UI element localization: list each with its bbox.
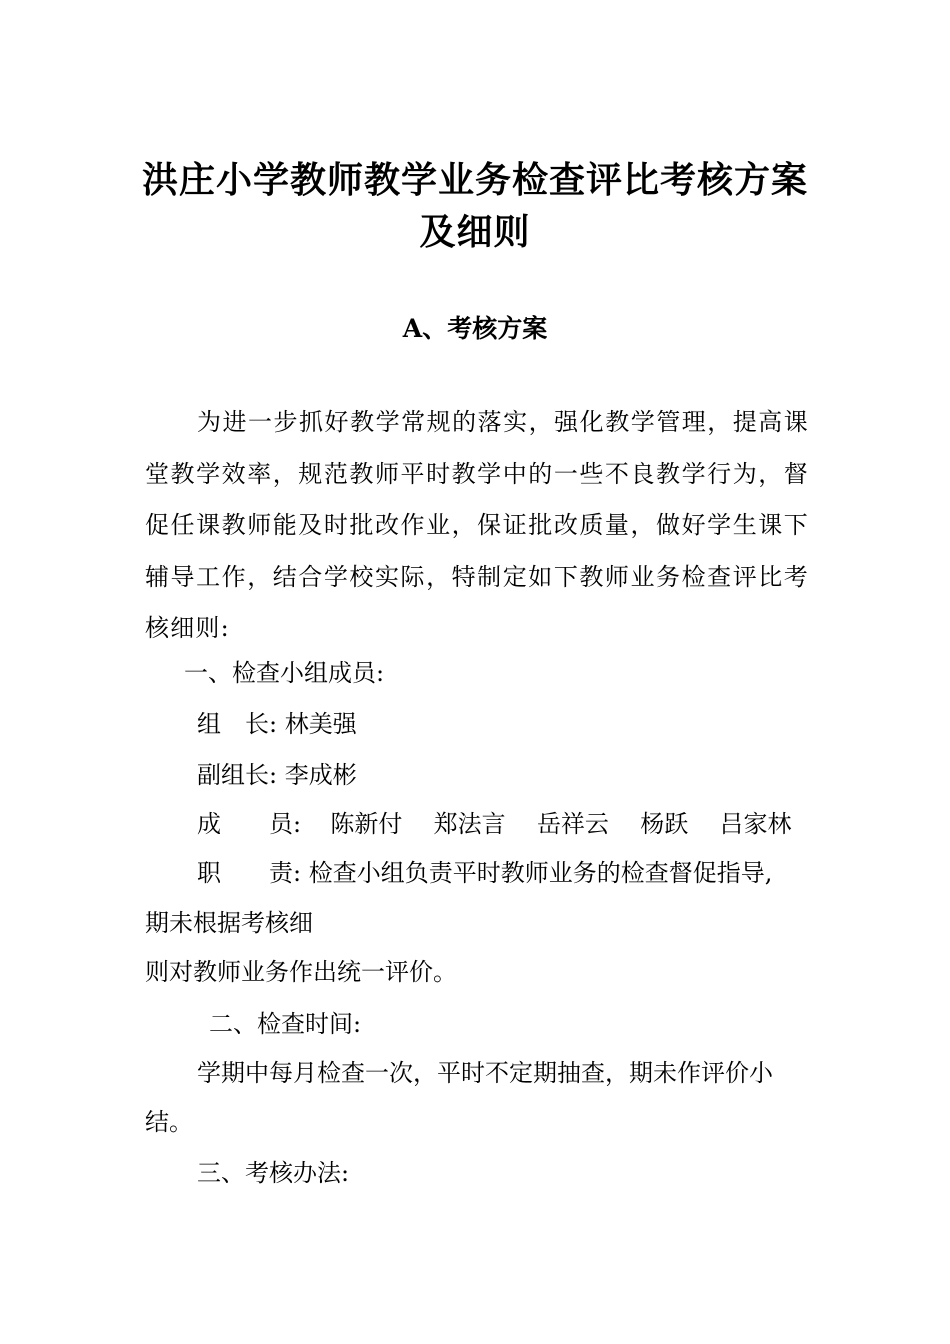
duty-text: 检查小组负责平时教师业务的检查督促指导, (308, 859, 773, 887)
leader-name: 林美强 (284, 710, 357, 738)
member-name: 吕家林 (719, 810, 792, 838)
members-label: 成 员: (197, 810, 302, 838)
heading-assessment-method: 三、考核办法: (197, 1159, 350, 1187)
duty-label: 职 责: (197, 859, 302, 887)
member-name: 杨跃 (640, 810, 689, 838)
deputy-label: 副组长: (197, 761, 278, 789)
duty-row (197, 857, 772, 889)
time-text-1: 学期中每月检查一次，平时不定期抽查，期未作评价小 (197, 1059, 773, 1087)
intro-paragraph: 为进一步抓好教学常规的落实，强化教学管理，提高课堂教学效率，规范教师平时教学中的一些不良教学行为，督促任课教师能及时批改作业，保证批改质量，做好学生课下辅导工作，结合学校实际，特制定如下教师业务检查评比考核细则: (145, 408, 809, 642)
time-text-2: 结。 (145, 1108, 193, 1136)
deputy-name: 李成彬 (284, 761, 357, 789)
heading-team-members: 一、检查小组成员: (184, 659, 385, 687)
deputy-row (197, 759, 357, 791)
member-name: 岳祥云 (536, 810, 609, 838)
leader-label: 组 长: (197, 710, 278, 738)
document-title-line1: 洪庄小学教师教学业务检查评比考核方案 (141, 159, 808, 201)
leader-row (197, 708, 357, 740)
member-name: 郑法言 (433, 810, 506, 838)
member-name: 陈新付 (330, 810, 403, 838)
duty-continuation-2: 则对教师业务作出统一评价。 (145, 958, 457, 986)
members-row (197, 808, 792, 840)
section-a-heading: A、考核方案 (402, 314, 548, 343)
heading-inspection-time: 二、检查时间: (209, 1010, 362, 1038)
document-title-line2: 及细则 (419, 211, 531, 253)
duty-continuation-1: 期未根据考核细 (145, 909, 313, 937)
